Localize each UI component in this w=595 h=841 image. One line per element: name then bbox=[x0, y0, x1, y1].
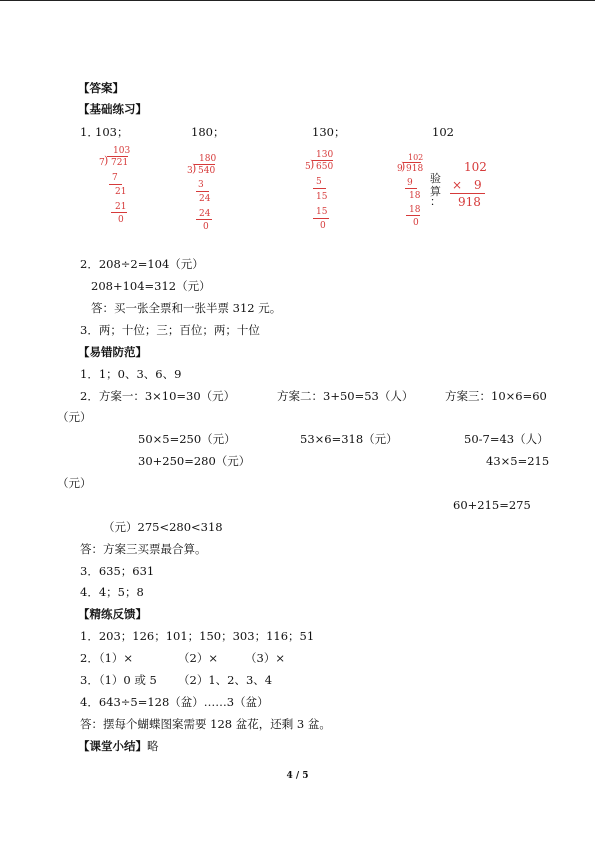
error-q2-answer: 答：方案三买票最合算。 bbox=[80, 542, 207, 556]
verification-operator: × bbox=[452, 178, 463, 192]
basic-q1-answer-1: 103； bbox=[95, 125, 129, 139]
division-2-dividend: 540 bbox=[198, 166, 216, 176]
division-3-step-4: 0 bbox=[320, 221, 326, 231]
division-4-step-2: 18 bbox=[409, 191, 421, 201]
page-top-border bbox=[0, 0, 595, 1]
section-basic-heading: 【基础练习】 bbox=[78, 102, 147, 116]
basic-q1-answer-2: 180； bbox=[191, 125, 225, 139]
error-q4: 4．4；5；8 bbox=[80, 585, 144, 599]
division-4-step-3: 18 bbox=[409, 205, 421, 215]
error-q2-plan-2: 方案二：3+50=53（人） bbox=[277, 389, 414, 403]
division-4-bar bbox=[403, 162, 421, 163]
error-q1: 1．1；0、3、6、9 bbox=[80, 367, 182, 381]
division-3-quotient: 130 bbox=[316, 150, 334, 160]
section-summary-heading: 【课堂小结】 bbox=[78, 739, 147, 753]
verification-label-2: 算 bbox=[430, 185, 441, 198]
division-3-dividend: 650 bbox=[316, 162, 334, 172]
feedback-q2-part-3: （3）× bbox=[245, 651, 285, 665]
division-3-line-2 bbox=[313, 218, 329, 219]
feedback-q1: 1．203；126；101；150；303；116；51 bbox=[80, 629, 315, 643]
division-1-quotient: 103 bbox=[113, 146, 131, 156]
division-1-step-1: 7 bbox=[112, 173, 118, 183]
verification-line bbox=[450, 193, 485, 194]
feedback-q2-part-2: （2）× bbox=[178, 651, 218, 665]
basic-q1-answer-3: 130； bbox=[312, 125, 346, 139]
division-4-line-2 bbox=[406, 215, 420, 216]
division-3-bar bbox=[312, 160, 333, 161]
division-4-divisor: 9 bbox=[397, 164, 403, 174]
division-3-step-3: 15 bbox=[316, 207, 328, 217]
basic-q2-line-1: 2．208÷2=104（元） bbox=[80, 257, 204, 271]
error-q2-row4-col3: 60+215=275 bbox=[453, 498, 531, 512]
feedback-q2-part-1: 2．（1）× bbox=[80, 651, 134, 665]
verification-colon: ： bbox=[430, 195, 441, 208]
verification-label-1: 验 bbox=[430, 172, 441, 185]
verification-product: 918 bbox=[458, 195, 481, 209]
division-1-dividend: 721 bbox=[111, 158, 129, 168]
feedback-q3-part-1: 3．（1）0 或 5 bbox=[80, 673, 157, 687]
error-q3: 3．635；631 bbox=[80, 564, 155, 578]
basic-q1-number: 1． bbox=[80, 125, 99, 139]
basic-q2-line-2: 208+104=312（元） bbox=[91, 279, 211, 293]
error-q2-row3-col3: 43×5=215 bbox=[486, 454, 550, 468]
division-2-quotient: 180 bbox=[199, 154, 217, 164]
basic-q3: 3．两；十位；三；百位；两；十位 bbox=[80, 323, 260, 337]
division-1-bar bbox=[107, 156, 128, 157]
error-q2-plan-3: 方案三：10×6=60 bbox=[445, 389, 547, 403]
division-4-line-1 bbox=[405, 188, 417, 189]
feedback-answer: 答：摆每个蝴蝶图案需要 128 盆花，还剩 3 盆。 bbox=[80, 717, 331, 731]
division-3-bracket: ) bbox=[310, 158, 315, 171]
error-q2-row3-col1: 30+250=280（元） bbox=[138, 454, 251, 468]
error-q2-row2-col1: 50×5=250（元） bbox=[138, 432, 236, 446]
division-4-dividend: 918 bbox=[406, 164, 424, 174]
division-1-step-3: 21 bbox=[115, 202, 127, 212]
feedback-q3-part-2: （2）1、2、3、4 bbox=[178, 673, 273, 687]
verification-multiplicand: 102 bbox=[464, 160, 487, 174]
section-answer-heading: 【答案】 bbox=[78, 81, 124, 95]
error-q2-unit-1: （元） bbox=[57, 410, 92, 424]
division-2-step-2: 24 bbox=[199, 194, 211, 204]
error-q2-row2-col3: 50-7=43（人） bbox=[464, 432, 549, 446]
division-2-line-2 bbox=[196, 219, 212, 220]
section-summary-text: 略 bbox=[147, 739, 159, 753]
division-3-divisor: 5 bbox=[305, 162, 311, 172]
division-4-quotient: 102 bbox=[408, 153, 424, 162]
division-2-bracket: ) bbox=[192, 162, 197, 175]
basic-q2-answer: 答：买一张全票和一张半票 312 元。 bbox=[91, 301, 282, 315]
division-3-step-1: 5 bbox=[316, 177, 322, 187]
division-1-line-2 bbox=[111, 212, 127, 213]
division-2-bar bbox=[194, 164, 215, 165]
division-1-bracket: ) bbox=[104, 154, 109, 167]
division-4-step-4: 0 bbox=[413, 218, 419, 228]
section-summary bbox=[78, 739, 159, 753]
basic-q1-answer-4: 102 bbox=[432, 125, 454, 139]
division-2-step-1: 3 bbox=[198, 180, 204, 190]
division-1-step-4: 0 bbox=[118, 215, 124, 225]
page-number: 4 / 5 bbox=[286, 771, 309, 781]
division-2-line-1 bbox=[196, 191, 209, 192]
division-4-step-1: 9 bbox=[407, 178, 413, 188]
division-1-line-1 bbox=[109, 184, 122, 185]
verification-multiplier: 9 bbox=[474, 178, 482, 192]
division-1-step-2: 21 bbox=[115, 187, 127, 197]
error-q2-plan-1: 2．方案一：3×10=30（元） bbox=[80, 389, 236, 403]
division-2-step-4: 0 bbox=[203, 222, 209, 232]
error-q2-comparison: （元）275<280<318 bbox=[103, 520, 223, 534]
section-feedback-heading: 【精练反馈】 bbox=[78, 607, 147, 621]
section-error-heading: 【易错防范】 bbox=[78, 345, 147, 359]
division-1-divisor: 7 bbox=[99, 158, 105, 168]
division-4-bracket: ) bbox=[401, 160, 406, 173]
error-q2-row2-col2: 53×6=318（元） bbox=[300, 432, 398, 446]
division-2-step-3: 24 bbox=[199, 209, 211, 219]
error-q2-unit-2: （元） bbox=[57, 476, 92, 490]
division-2-divisor: 3 bbox=[187, 166, 193, 176]
division-3-step-2: 15 bbox=[316, 192, 328, 202]
division-3-line-1 bbox=[313, 188, 326, 189]
feedback-q4: 4．643÷5=128（盆）……3（盆） bbox=[80, 695, 269, 709]
